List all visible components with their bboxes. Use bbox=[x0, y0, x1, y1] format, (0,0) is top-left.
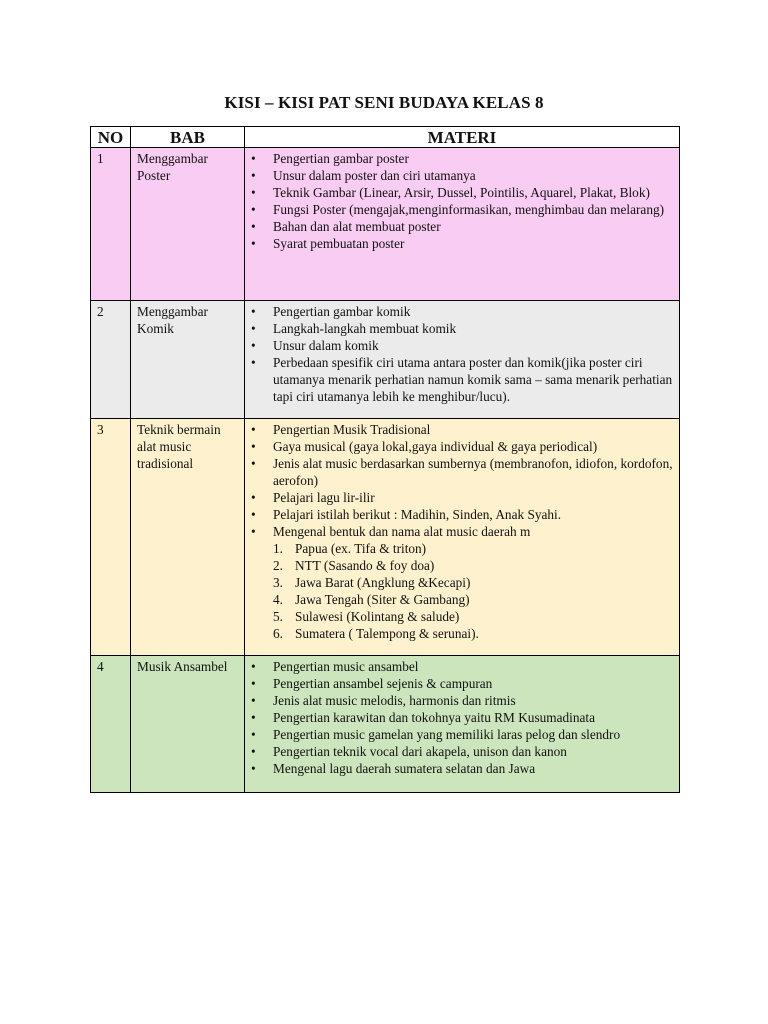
header-bab: BAB bbox=[131, 127, 245, 148]
sub-item-number: 3. bbox=[273, 575, 283, 590]
materi-item: • Gaya musical (gaya lokal,gaya individual & gaya periodical) bbox=[251, 438, 674, 455]
table-row bbox=[91, 301, 680, 419]
materi-item: • Perbedaan spesifik ciri utama antara poster dan komik(jika poster ciri utamanya menarik perhatian namun komik sama – sama menarik perhatian tapi ciri utamanya lebih ke menghibur/lucu). bbox=[251, 354, 674, 405]
sub-item-text: Jawa Barat (Angklung &Kecapi) bbox=[295, 575, 471, 590]
header-no: NO bbox=[91, 127, 131, 148]
sub-item-text: Papua (ex. Tifa & triton) bbox=[295, 541, 427, 556]
materi-item: • Pelajari istilah berikut : Madihin, Sinden, Anak Syahi. bbox=[251, 506, 674, 523]
materi-item: • Unsur dalam poster dan ciri utamanya bbox=[251, 167, 674, 184]
materi-item bbox=[251, 523, 674, 642]
sub-item-text: Sulawesi (Kolintang & salude) bbox=[295, 609, 460, 624]
sub-item bbox=[273, 608, 674, 625]
sub-item-number: 2. bbox=[273, 558, 283, 573]
materi-item: • Jenis alat music melodis, harmonis dan ritmis bbox=[251, 692, 674, 709]
sub-item bbox=[273, 625, 674, 642]
document-title: KISI – KISI PAT SENI BUDAYA KELAS 8 bbox=[224, 93, 544, 112]
row-materi bbox=[245, 656, 680, 793]
materi-item: • Pelajari lagu lir-ilir bbox=[251, 489, 674, 506]
row-bab: Menggambar Komik bbox=[131, 301, 245, 419]
sub-item bbox=[273, 591, 674, 608]
table-row bbox=[91, 419, 680, 656]
row-materi bbox=[245, 419, 680, 656]
materi-item: • Teknik Gambar (Linear, Arsir, Dussel, Pointilis, Aquarel, Plakat, Blok) bbox=[251, 184, 674, 201]
row-bab: Musik Ansambel bbox=[131, 656, 245, 793]
sub-list bbox=[273, 540, 674, 642]
materi-item: • Pengertian music ansambel bbox=[251, 658, 674, 675]
row-bab: Teknik bermain alat music tradisional bbox=[131, 419, 245, 656]
row-bab: Menggambar Poster bbox=[131, 148, 245, 301]
materi-item: • Mengenal lagu daerah sumatera selatan dan Jawa bbox=[251, 760, 674, 777]
materi-list bbox=[251, 421, 674, 642]
table-row bbox=[91, 148, 680, 301]
materi-list bbox=[251, 150, 674, 252]
materi-item: • Pengertian Musik Tradisional bbox=[251, 421, 674, 438]
sub-item-number: 4. bbox=[273, 592, 283, 607]
materi-item: • Pengertian teknik vocal dari akapela, unison dan kanon bbox=[251, 743, 674, 760]
sub-item bbox=[273, 557, 674, 574]
sub-item-number: 1. bbox=[273, 541, 283, 556]
materi-item: • Langkah-langkah membuat komik bbox=[251, 320, 674, 337]
sub-item-number: 5. bbox=[273, 609, 283, 624]
materi-item: • Pengertian ansambel sejenis & campuran bbox=[251, 675, 674, 692]
sub-item-text: Sumatera ( Talempong & serunai). bbox=[295, 626, 479, 641]
materi-list bbox=[251, 658, 674, 777]
materi-item: • Unsur dalam komik bbox=[251, 337, 674, 354]
materi-list bbox=[251, 303, 674, 405]
materi-item-text: Mengenal bentuk dan nama alat music daerah m bbox=[273, 524, 531, 539]
row-materi bbox=[245, 301, 680, 419]
row-materi bbox=[245, 148, 680, 301]
materi-item: • Pengertian music gamelan yang memiliki laras pelog dan slendro bbox=[251, 726, 674, 743]
table-header-row bbox=[91, 127, 680, 148]
header-materi: MATERI bbox=[245, 127, 680, 148]
materi-item: • Syarat pembuatan poster bbox=[251, 235, 674, 252]
table-row bbox=[91, 656, 680, 793]
materi-item: • Pengertian gambar komik bbox=[251, 303, 674, 320]
row-no: 3 bbox=[91, 419, 131, 656]
sub-item-text: NTT (Sasando & foy doa) bbox=[295, 558, 435, 573]
materi-item: • Bahan dan alat membuat poster bbox=[251, 218, 674, 235]
materi-item: • Pengertian gambar poster bbox=[251, 150, 674, 167]
sub-item-number: 6. bbox=[273, 626, 283, 641]
materi-item: • Jenis alat music berdasarkan sumbernya (membranofon, idiofon, kordofon, aerofon) bbox=[251, 455, 674, 489]
row-no: 4 bbox=[91, 656, 131, 793]
materi-item: • Pengertian karawitan dan tokohnya yaitu RM Kusumadinata bbox=[251, 709, 674, 726]
row-no: 1 bbox=[91, 148, 131, 301]
sub-item bbox=[273, 540, 674, 557]
sub-item-text: Jawa Tengah (Siter & Gambang) bbox=[295, 592, 470, 607]
sub-item bbox=[273, 574, 674, 591]
row-no: 2 bbox=[91, 301, 131, 419]
materi-item: • Fungsi Poster (mengajak,menginformasikan, menghimbau dan melarang) bbox=[251, 201, 674, 218]
kisi-table bbox=[90, 126, 680, 793]
